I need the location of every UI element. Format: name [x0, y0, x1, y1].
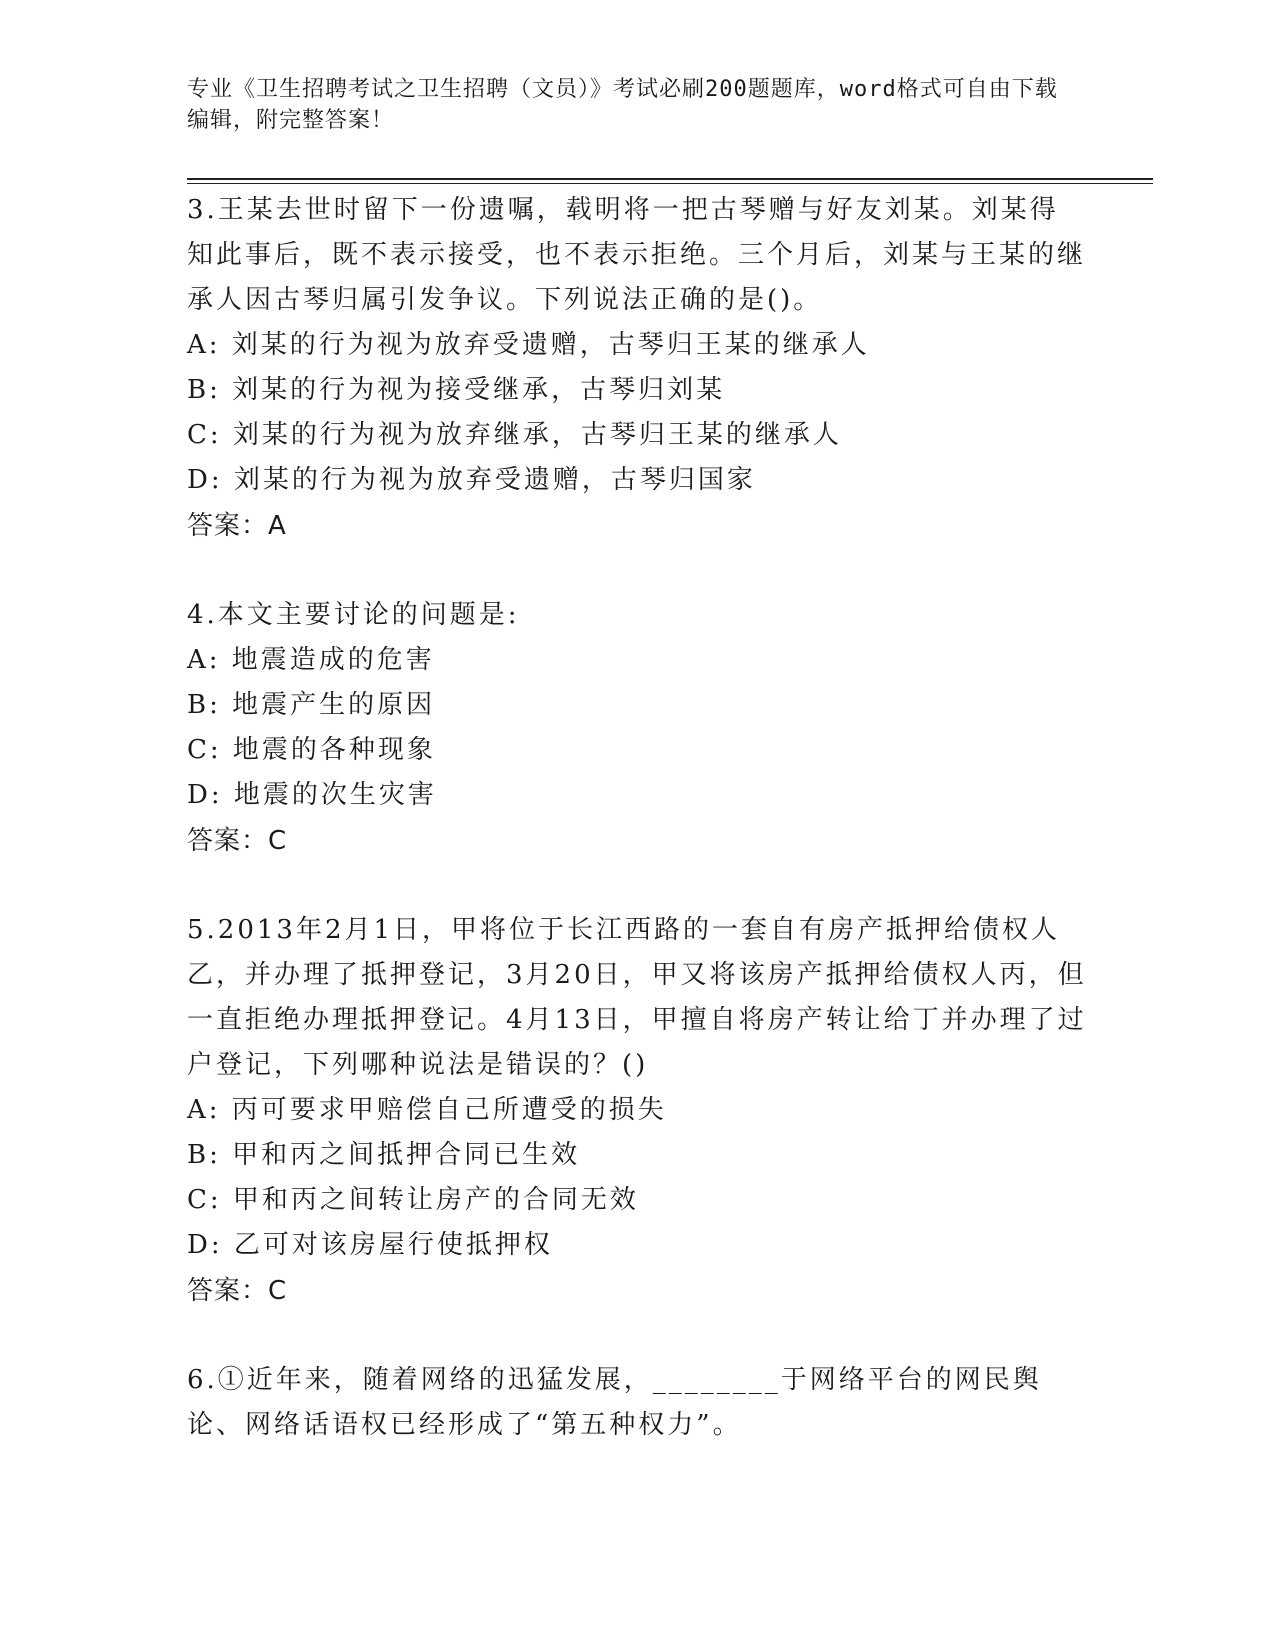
question-5 — [187, 908, 1087, 1314]
option-b: B: 刘某的行为视为接受继承，古琴归刘某 — [187, 375, 726, 405]
option-c: C: 地震的各种现象 — [187, 735, 436, 765]
answer-label: 答案：A — [187, 511, 287, 541]
question-6 — [187, 1358, 1087, 1448]
option-c: C: 甲和丙之间转让房产的合同无效 — [187, 1185, 639, 1215]
option-a: A: 丙可要求甲赔偿自己所遭受的损失 — [187, 1095, 667, 1125]
option-d: D: 乙可对该房屋行使抵押权 — [187, 1230, 553, 1260]
header-divider-thin — [187, 183, 1153, 184]
option-b: B: 甲和丙之间抵押合同已生效 — [187, 1140, 581, 1170]
question-gap — [187, 549, 1087, 593]
document-header: 专业《卫生招聘考试之卫生招聘（文员）》考试必刷200题题库，word格式可自由下载编辑，附完整答案！ — [187, 77, 1058, 133]
question-stem: 6.①近年来，随着网络的迅猛发展，________于网络平台的网民舆论、网络话语权已经形成了“第五种权力”。 — [187, 1365, 1042, 1440]
question-4 — [187, 593, 1087, 864]
option-a: A: 刘某的行为视为放弃受遗赠，古琴归王某的继承人 — [187, 330, 870, 360]
option-d: D: 刘某的行为视为放弃受遗赠，古琴归国家 — [187, 465, 756, 495]
question-list — [187, 188, 1087, 1448]
option-b: B: 地震产生的原因 — [187, 690, 436, 720]
question-gap — [187, 864, 1087, 908]
option-d: D: 地震的次生灾害 — [187, 780, 437, 810]
question-stem: 3.王某去世时留下一份遗嘱，载明将一把古琴赠与好友刘某。刘某得知此事后，既不表示接受，也不表示拒绝。三个月后，刘某与王某的继承人因古琴归属引发争议。下列说法正确的是()。 — [187, 195, 1087, 315]
question-stem: 5.2013年2月1日，甲将位于长江西路的一套自有房产抵押给债权人乙，并办理了抵押登记，3月20日，甲又将该房产抵押给债权人丙，但一直拒绝办理抵押登记。4月13日，甲擅自将房产转让给丁并办理了过户登记，下列哪种说法是错误的？() — [187, 915, 1087, 1080]
question-stem: 4.本文主要讨论的问题是: — [187, 600, 520, 630]
question-gap — [187, 1314, 1087, 1358]
question-3 — [187, 188, 1087, 549]
answer-label: 答案：C — [187, 826, 288, 856]
option-c: C: 刘某的行为视为放弃继承，古琴归王某的继承人 — [187, 420, 842, 450]
header-divider-thick — [187, 178, 1153, 180]
option-a: A: 地震造成的危害 — [187, 645, 435, 675]
answer-label: 答案：C — [187, 1276, 288, 1306]
